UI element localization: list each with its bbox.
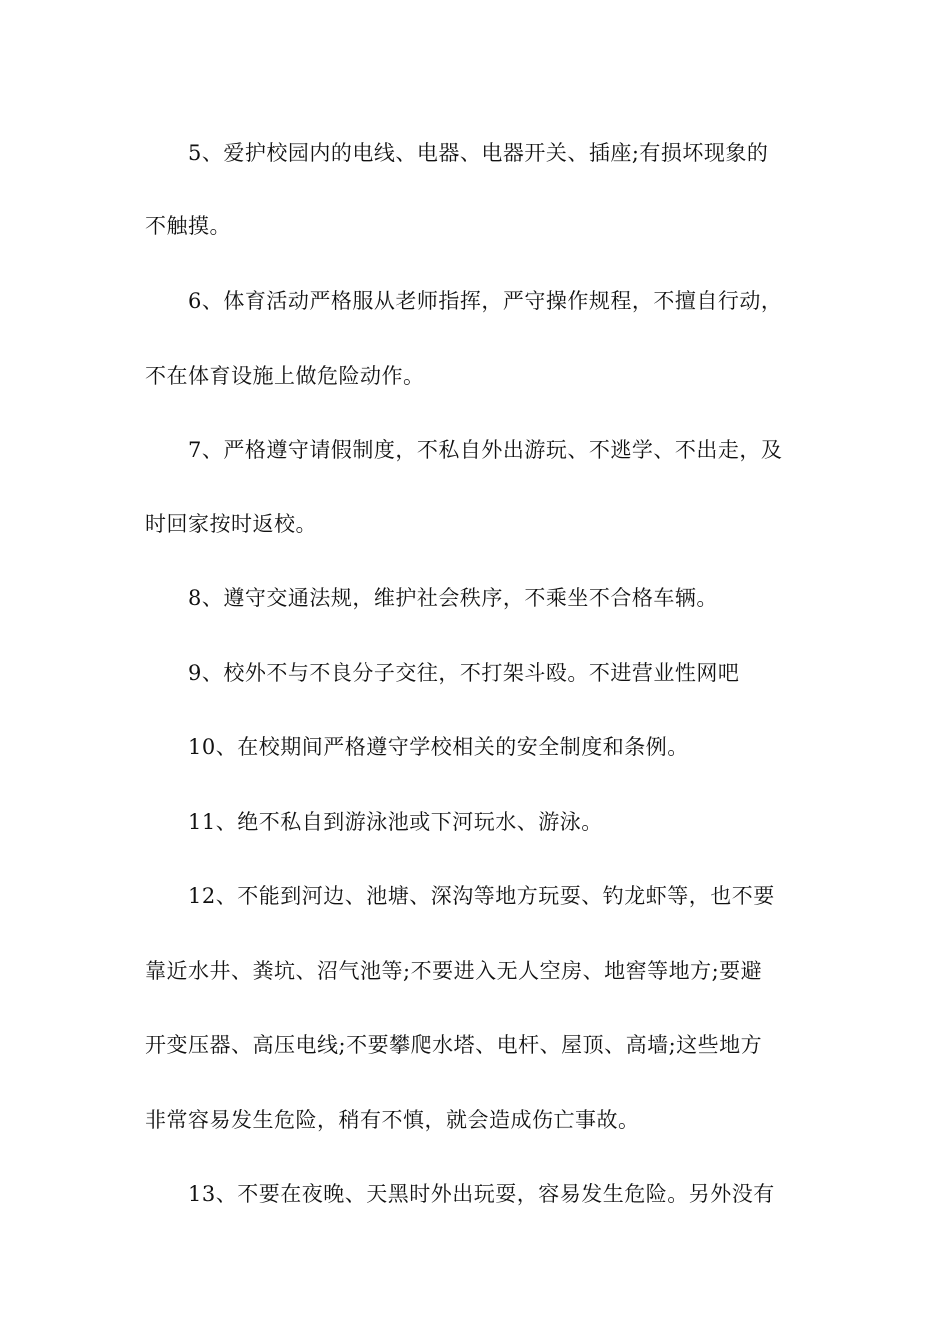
item-5-line-1: 5、爱护校园内的电线、电器、电器开关、插座;有损坏现象的 [188,141,769,165]
item-6-line-1: 6、体育活动严格服从老师指挥，严守操作规程，不擅自行动， [188,289,783,313]
item-13-line-1: 13、不要在夜晚、天黑时外出玩耍，容易发生危险。另外没有 [188,1182,775,1206]
item-9-line-1: 9、校外不与不良分子交往，不打架斗殴。不进营业性网吧 [188,661,740,685]
item-11-line-1: 11、绝不私自到游泳池或下河玩水、游泳。 [188,810,603,834]
item-10-line-1: 10、在校期间严格遵守学校相关的安全制度和条例。 [188,735,689,759]
item-12-line-4: 非常容易发生危险，稍有不慎，就会造成伤亡事故。 [145,1108,640,1132]
item-7-line-2: 时回家按时返校。 [145,512,317,536]
item-8-line-1: 8、遵守交通法规，维护社会秩序，不乘坐不合格车辆。 [188,586,718,610]
item-12-line-1: 12、不能到河边、池塘、深沟等地方玩耍、钓龙虾等，也不要 [188,884,775,908]
item-12-line-2: 靠近水井、粪坑、沼气池等;不要进入无人空房、地窖等地方;要避 [145,959,763,983]
item-5-line-2: 不触摸。 [145,214,231,238]
item-6-line-2: 不在体育设施上做危险动作。 [145,364,425,388]
item-7-line-1: 7、严格遵守请假制度，不私自外出游玩、不逃学、不出走，及 [188,438,783,462]
item-12-line-3: 开变压器、高压电线;不要攀爬水塔、电杆、屋顶、高墙;这些地方 [145,1033,763,1057]
